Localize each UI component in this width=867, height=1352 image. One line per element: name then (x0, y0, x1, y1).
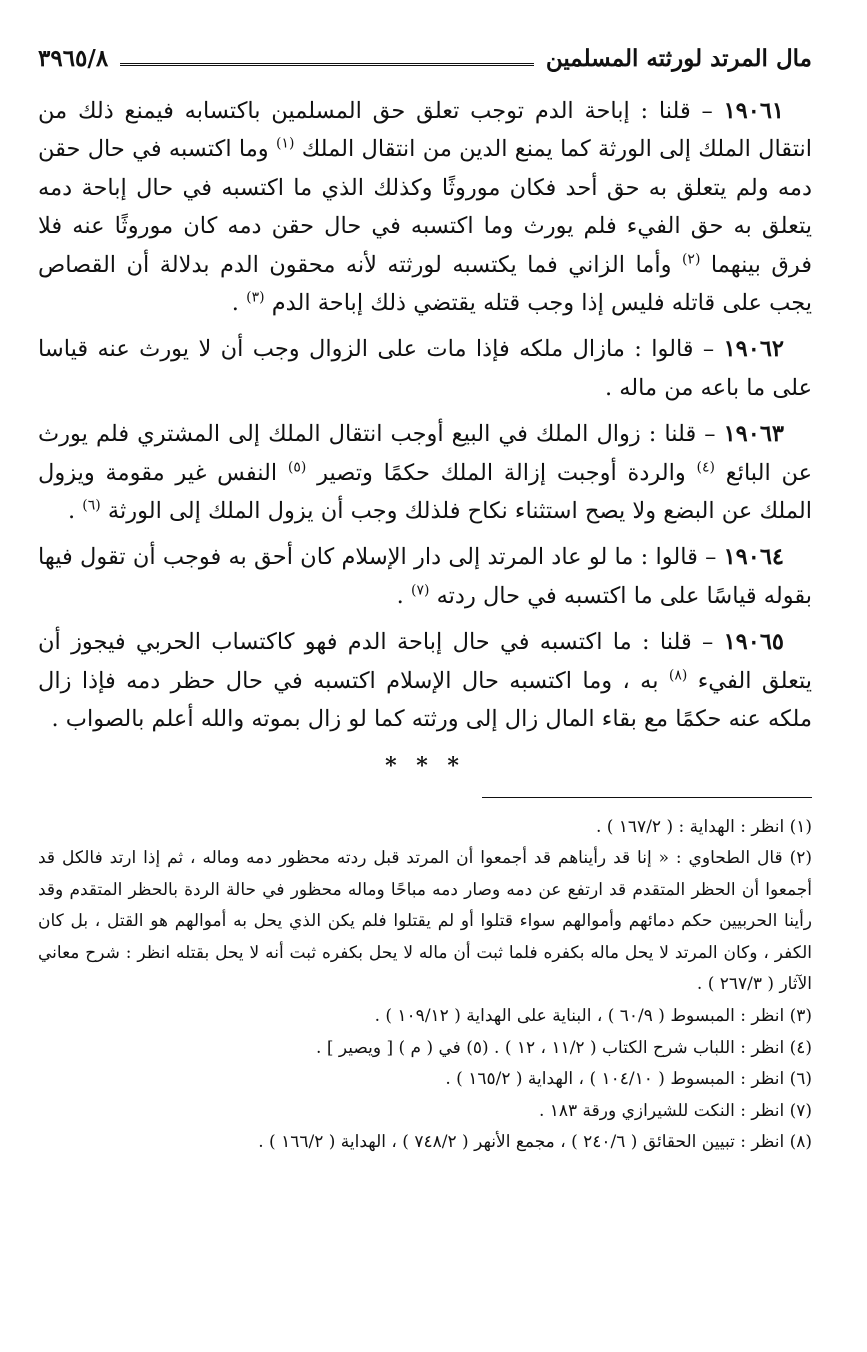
paragraph-number: ١٩٠٦١ (723, 98, 784, 124)
paragraph-text: – قلنا : زوال الملك في البيع أوجب انتقال الملك إلى المشتري فلم يورث عن البائع (38, 421, 813, 486)
footnote-divider-wrap (38, 797, 812, 798)
footnote-ref[interactable]: (٣) (246, 289, 265, 306)
running-header (38, 40, 812, 76)
paragraph-text: . (67, 498, 76, 525)
paragraph-text: – قالوا : مازال ملكه فإذا مات على الزوال وجب أن لا يورث عنه قياسا على ما باعه من ماله . (38, 336, 812, 401)
paragraph (38, 415, 812, 530)
paragraph-number: ١٩٠٦٣ (723, 421, 784, 448)
footnote: (١) انظر : الهداية : ( ١٦٧/٢ ) . (595, 816, 812, 837)
paragraph-text: وما اكتسبه في حال حقن دمه ولم يتعلق به حق أحد فكان موروثًا وكذلك الذي ما اكتسبه في حال إباحة دمه يتعلق به حق الفيء فلم يورث وما اكتسبه في حال حقن دمه كان موروثًا عنه فلا فرق بينهما (38, 136, 813, 278)
footnote: (٣) انظر : المبسوط ( ٦٠/٩ ) ، البناية على الهداية ( ١٠٩/١٢ ) . (374, 1006, 812, 1027)
footnote: (٢) قال الطحاوي : « إنا قد رأيناهم قد أجمعوا أن المرتد قبل ردته محظور دمه وماله ، ثم إذا ارتد فالكل قد أجمعوا أن الحظر المتقدم قد ارتفع عن دمه وصار دمه مباحًا وماله محظور في حالة الردة بالحظر المتقدم وقد رأينا الحربيين حكم دمائهم وأموالهم سواء قتلوا أو لم يقتلوا فلم يكن الذي يحل به أموالهم هو القتل ، بل كان الكفر ، وكان المرتد لا يحل ماله بكفره فلما ثبت أن ماله لا يحل بكفره ثبت أنه لا يحل بقتله انظر : شرح معاني الآثار ( ٢٦٧/٣ ) . (38, 848, 812, 995)
paragraph-text: به ، وما اكتسبه حال الإسلام اكتسبه في حال حظر دمه فإذا زال ملكه عنه حكمًا مع بقاء المال زال إلى ورثته كما لو زال بموته والله أعلم بالصواب . (38, 667, 812, 733)
paragraph-number: ١٩٠٦٤ (723, 544, 784, 571)
paragraph-text: النفس غير مقومة ويزول الملك عن البضع ولا يصح استثناء نكاح فلذلك وجب أن يزول الملك إلى الورثة (38, 459, 812, 525)
paragraph (38, 623, 812, 738)
page-number: ٣٩٦٥/٨ (38, 44, 109, 72)
paragraph-number: ١٩٠٦٢ (723, 336, 785, 363)
paragraph (38, 330, 812, 407)
paragraph-text: – قالوا : ما لو عاد المرتد إلى دار الإسلام كان أحق به فوجب أن تقول فيها بقوله قياسًا على ما اكتسبه في حال ردته (38, 544, 812, 609)
footnote: (٤) انظر : اللباب شرح الكتاب ( ١١/٢ ، ١٢ ) . (٥) في ( م ) [ ويصير ] . (316, 1037, 812, 1058)
footnote-divider (482, 797, 812, 798)
footnote: (٧) انظر : النكت للشيرازي ورقة ١٨٣ . (538, 1100, 812, 1121)
paragraph (38, 92, 812, 322)
paragraph-text: . (396, 582, 404, 609)
paragraph-text: – قلنا : ما اكتسبه في حال إباحة الدم فهو كاكتساب الحربي فيجوز أن يتعلق الفيء (38, 629, 813, 694)
footnote-ref[interactable]: (٥) (287, 459, 307, 476)
chapter-title: مال المرتد لورثته المسلمين (545, 44, 812, 72)
footnote-ref[interactable]: (٧) (410, 582, 430, 599)
footnote: (٦) انظر : المبسوط ( ١٠٤/١٠ ) ، الهداية ( ١٦٥/٢ ) . (445, 1069, 812, 1090)
footnotes (38, 812, 812, 1160)
footnote-ref[interactable]: (٨) (668, 667, 688, 684)
paragraph-text: . (231, 290, 239, 317)
footnote: (٨) انظر : تبيين الحقائق ( ٢٤٠/٦ ) ، مجمع الأنهر ( ٧٤٨/٢ ) ، الهداية ( ١٦٦/٢ ) . (258, 1132, 812, 1153)
header-rule (120, 63, 534, 66)
footnote-ref[interactable]: (٢) (681, 251, 701, 268)
paragraph-number: ١٩٠٦٥ (723, 629, 785, 656)
paragraph-text: – قلنا : إباحة الدم توجب تعلق حق المسلمين باكتسابه فيمنع ذلك من انتقال الملك إلى الورثة كما يمنع الدين من انتقال الملك (38, 98, 812, 163)
section-separator: * * * (385, 752, 465, 779)
paragraph-text: وأما الزاني فما يكتسبه لورثته لأنه محقون الدم بدلالة أن القصاص يجب على قاتله فليس إذا وجب قتله يقتضي ذلك إباحة الدم (38, 251, 812, 317)
paragraph-text: والردة أوجبت إزالة الملك حكمًا وتصير (317, 459, 686, 486)
footnote-ref[interactable]: (٦) (82, 497, 101, 514)
footnote-ref[interactable]: (١) (275, 135, 295, 152)
footnote-ref[interactable]: (٤) (696, 459, 715, 476)
paragraph (38, 538, 812, 615)
main-text (38, 92, 812, 739)
